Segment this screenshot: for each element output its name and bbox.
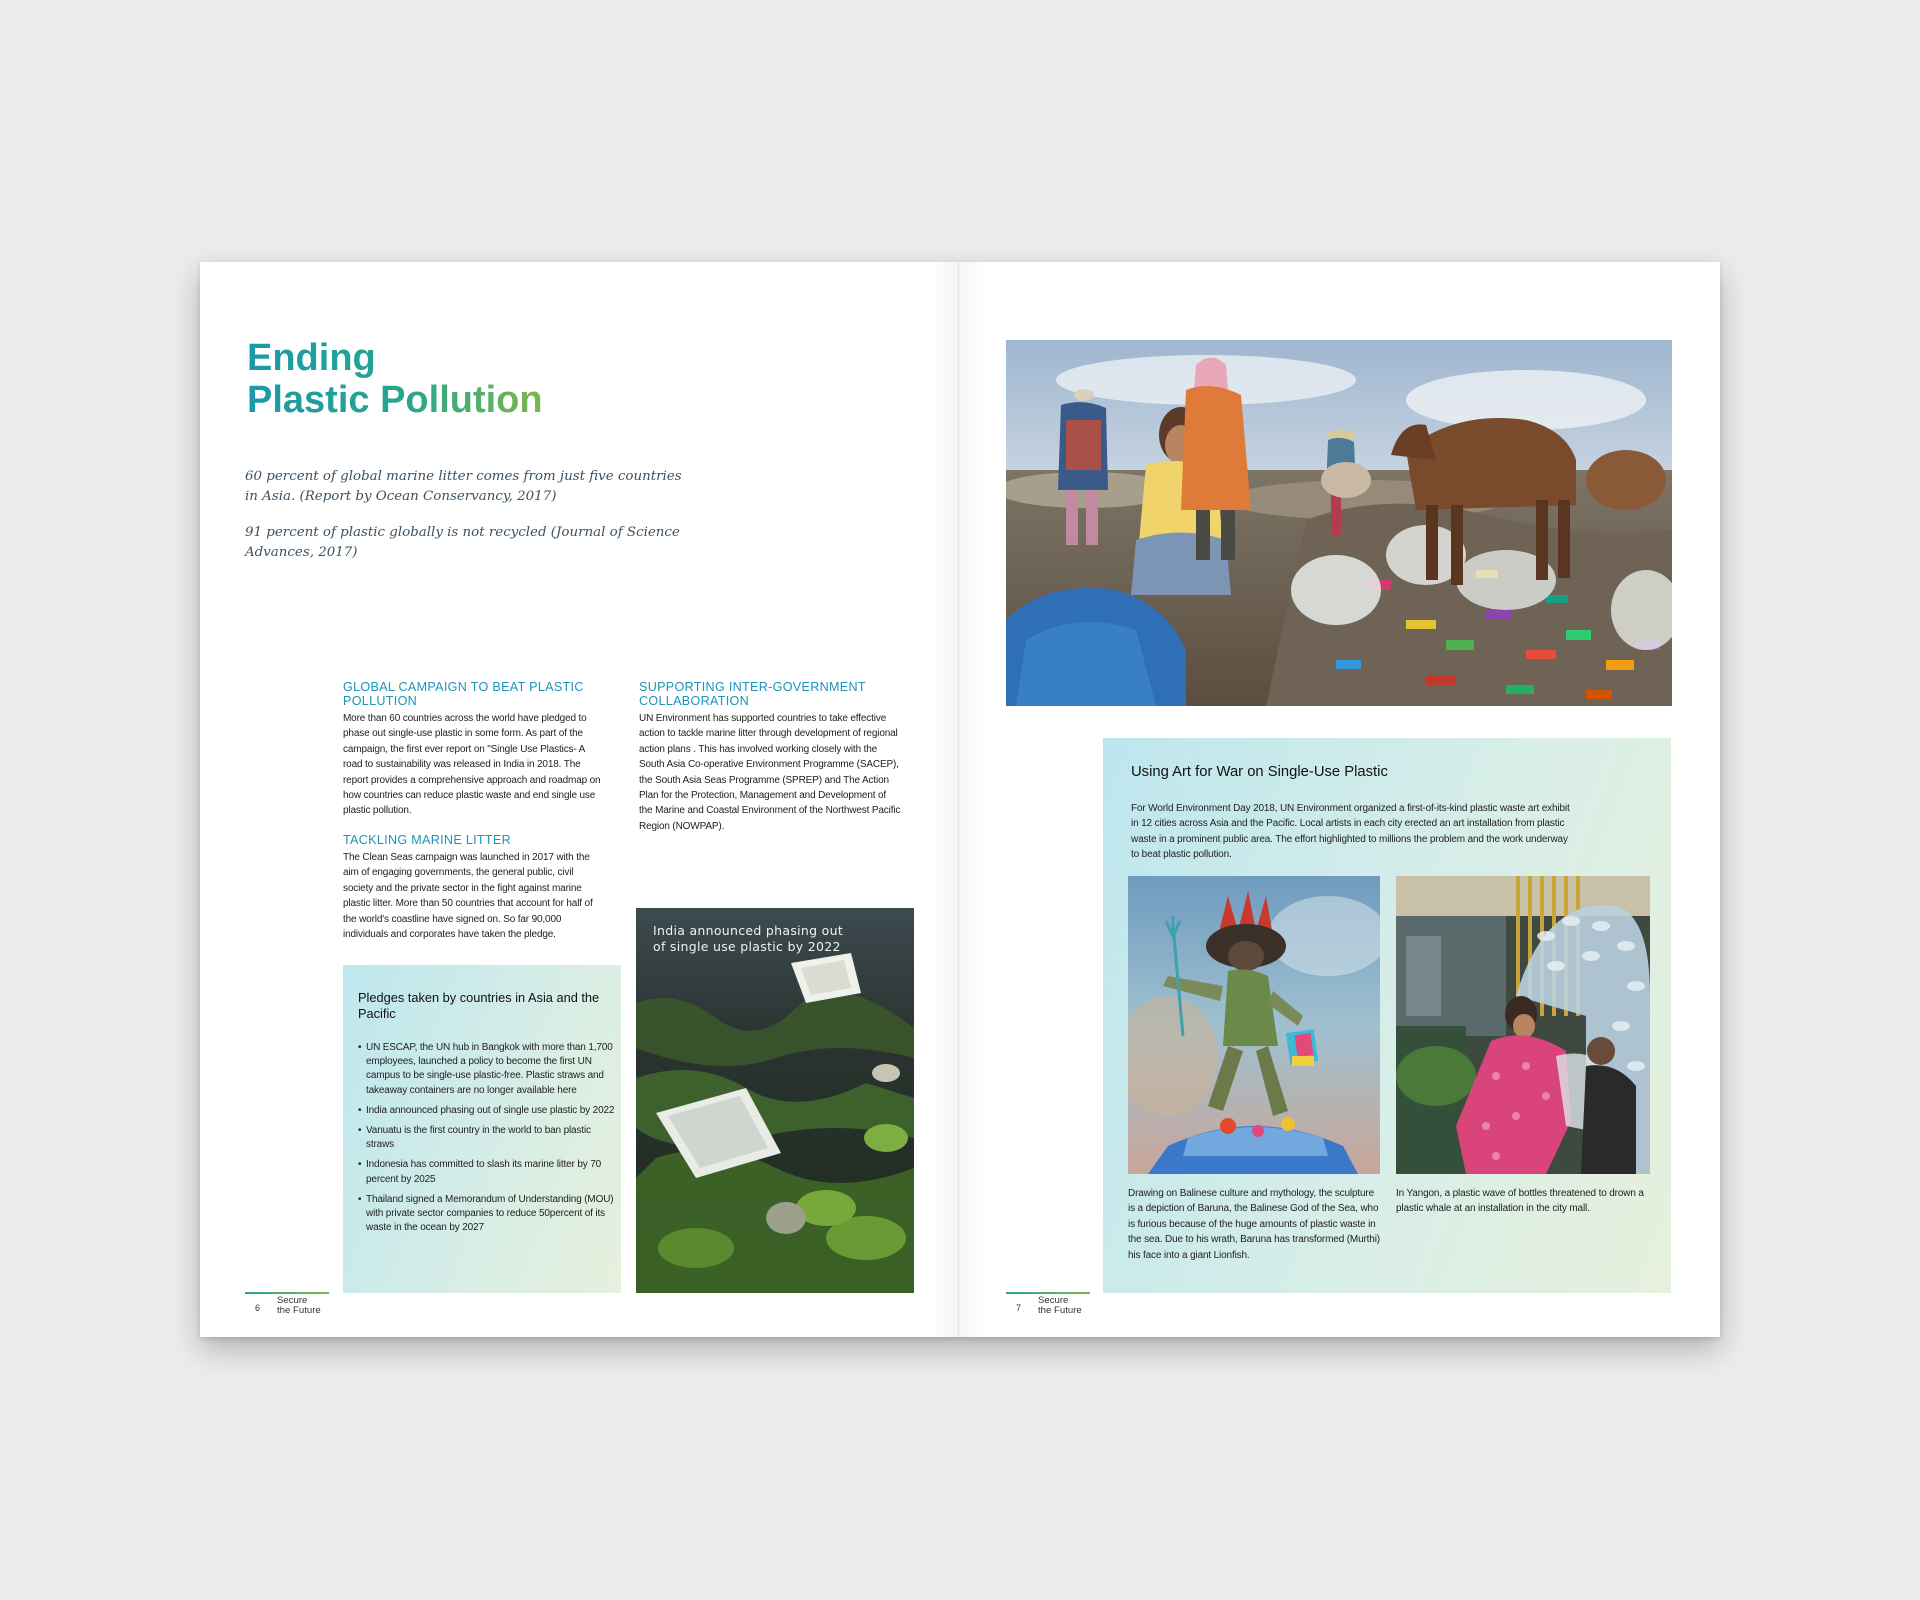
section-heading: TACKLING MARINE LITTER — [343, 833, 512, 847]
footer-rule — [1006, 1292, 1090, 1294]
pledges-list — [358, 1041, 616, 1241]
footer-brand — [277, 1296, 321, 1316]
footer-rule — [245, 1292, 329, 1294]
footer-brand — [1038, 1296, 1082, 1316]
caption-yangon: In Yangon, a plastic wave of bottles threatened to drown a plastic whale at an installation in the city mall. — [1396, 1188, 1644, 1215]
section-global-campaign — [343, 680, 601, 819]
title-line-1: Ending — [247, 337, 376, 379]
section-body: More than 60 countries across the world have pledged to phase out single-use plastic in some form. As part of the campaign, the first ever report on "Single Use Plastics- A road to sustainability was released in India in 2018. The report provides a comprehensive approach and roadmap on how countries can reduce plastic waste and end single use plastic pollution. — [343, 713, 601, 817]
statistic-recycling: 91 percent of plastic globally is not recycled (Journal of Science Advances, 2017) — [245, 525, 680, 560]
caption-baruna: Drawing on Balinese culture and mythology, the sculpture is a depiction of Baruna, the Balinese God of the Sea, who is furious because of the huge amounts of plastic waste in the sea. Due to his wrath, Baruna has transformed (Murthi) his face into a giant Lionfish. — [1128, 1188, 1380, 1261]
section-inter-government — [639, 680, 901, 834]
water-litter-photo — [636, 908, 914, 1293]
pledge-item: • Thailand signed a Memorandum of Understanding (MOU) with private sector companies to reduce 50percent of its waste in the ocean by 2027 — [366, 1193, 616, 1236]
pledge-item: • Vanuatu is the first country in the world to ban plastic straws — [366, 1124, 616, 1152]
baruna-sculpture-photo — [1128, 876, 1380, 1174]
section-heading: SUPPORTING INTER-GOVERNMENT COLLABORATION — [639, 680, 866, 708]
yangon-installation-photo — [1396, 876, 1650, 1174]
art-feature-box — [1103, 738, 1671, 1293]
brand-line-2: the Future — [1038, 1305, 1082, 1316]
page-number: 7 — [1016, 1303, 1022, 1313]
brand-line-1: Secure — [277, 1295, 308, 1306]
art-box-heading: Using Art for War on Single-Use Plastic — [1131, 764, 1388, 780]
brand-line-2: the Future — [277, 1305, 321, 1316]
title-line-2: Plastic Pollution — [247, 379, 543, 421]
booklet-spread — [200, 262, 1720, 1337]
pledges-box — [343, 965, 621, 1293]
pledge-item: • UN ESCAP, the UN hub in Bangkok with more than 1,700 employees, launched a policy to become the first UN campus to be single-use plastic-free. Plastic straws and takeaway containers are no longer available here — [366, 1041, 616, 1098]
brand-line-1: Secure — [1038, 1295, 1069, 1306]
pledge-item: • India announced phasing out of single use plastic by 2022 — [366, 1104, 616, 1118]
art-box-intro: For World Environment Day 2018, UN Environment organized a first-of-its-kind plastic waste art exhibit in 12 cities across Asia and the Pacific. Local artists in each city erected an art installation from plastic waste in a prominent public area. The effort highlighted to millions the problem and the work underway to beat plastic pollution. — [1131, 803, 1570, 861]
statistic-marine-litter: 60 percent of global marine litter comes from just five countries in Asia. (Report by Ocean Conservancy, 2017) — [245, 469, 682, 504]
page-title — [247, 337, 543, 421]
left-page — [200, 262, 959, 1337]
pledges-heading: Pledges taken by countries in Asia and the Pacific — [358, 990, 600, 1021]
page-number: 6 — [255, 1303, 261, 1313]
pledge-item: • Indonesia has committed to slash its marine litter by 70 percent by 2025 — [366, 1158, 616, 1186]
section-marine-litter — [343, 833, 595, 942]
section-body: UN Environment has supported countries to take effective action to tackle marine litter through development of regional action plans . This has involved working closely with the South Asia Co-operative Environment Programme (SACEP), the South Asia Seas Programme (SPREP) and The Action Plan for the Protection, Management and Development of the Marine and Coastal Environment of the Northwest Pacific Region (NOWPAP). — [639, 713, 901, 832]
section-heading: GLOBAL CAMPAIGN TO BEAT PLASTIC POLLUTION — [343, 680, 584, 708]
photo-overlay-text: India announced phasing out of single use plastic by 2022 — [653, 923, 844, 954]
section-body: The Clean Seas campaign was launched in 2017 with the aim of engaging governments, the general public, civil society and the private sector in the fight against marine plastic litter. More than 50 countries that account for half of the world's coastline have signed on. So far 90,000 individuals and corporates have taken the pledge. — [343, 852, 593, 941]
landfill-photo — [1006, 340, 1672, 706]
